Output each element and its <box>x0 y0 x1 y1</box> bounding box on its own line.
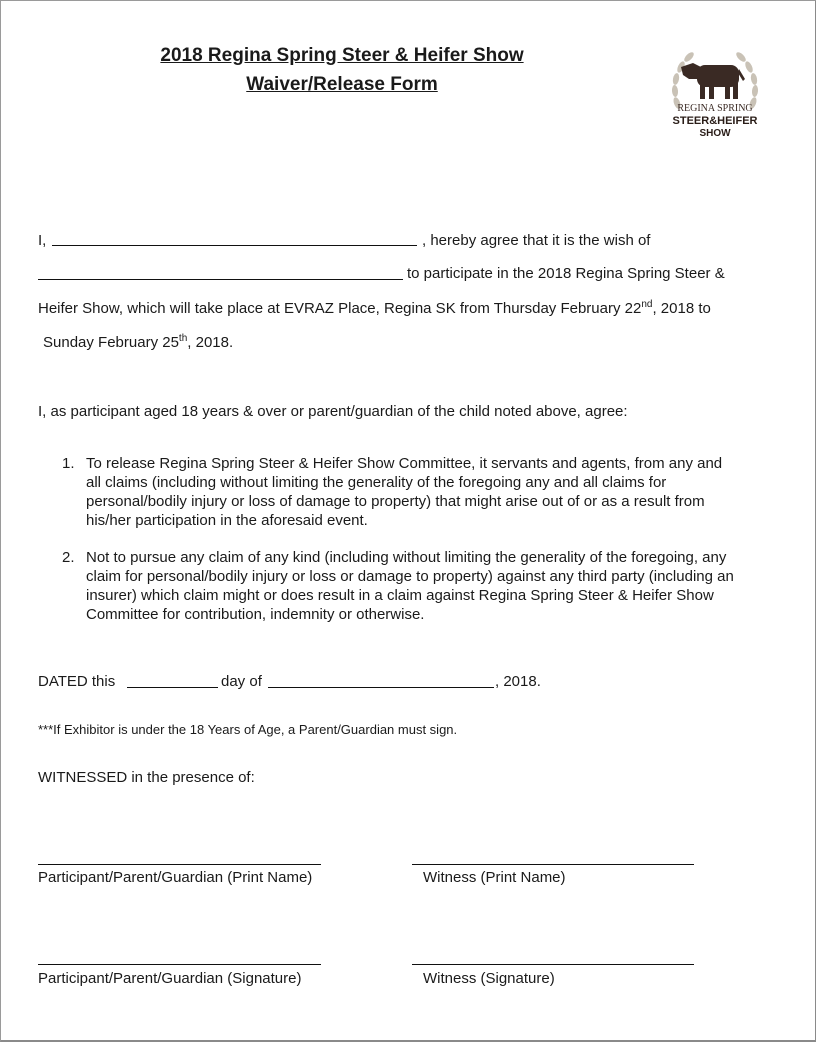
clause-number: 1. <box>62 455 75 472</box>
agreement-participate-text: to participate in the 2018 Regina Spring Steer & <box>407 265 725 282</box>
agreement-event-line: Heifer Show, which will take place at EVRAZ Place, Regina SK from Thursday February 22nd, 2018 to <box>38 299 711 317</box>
logo-text-line1: REGINA SPRING <box>677 103 753 114</box>
steer-icon <box>681 63 745 99</box>
participant-signature-label: Participant/Parent/Guardian (Signature) <box>38 970 302 987</box>
witness-print-name-label: Witness (Print Name) <box>423 869 566 886</box>
clause-line: insurer) which claim might or does result in a claim against Regina Spring Steer & Heifer Show <box>86 587 714 604</box>
clause-line: claim for personal/bodily injury or loss or damage to property) against any third party (including an <box>86 568 734 585</box>
agreement-intro: I, as participant aged 18 years & over or parent/guardian of the child noted above, agree: <box>38 403 628 420</box>
show-logo <box>667 45 763 149</box>
agreement-i-label: I, <box>38 232 47 249</box>
clause-line: personal/bodily injury or loss of damage to property) that might arise out of or as a result from <box>86 493 705 510</box>
participant-name-field[interactable] <box>38 279 403 280</box>
clause-line: his/her participation in the aforesaid event. <box>86 512 368 529</box>
clause-line: To release Regina Spring Steer & Heifer Show Committee, it servants and agents, from any and <box>86 455 723 472</box>
witnessed-label: WITNESSED in the presence of: <box>38 769 255 786</box>
form-title: 2018 Regina Spring Steer & Heifer Show <box>160 45 524 66</box>
participant-print-name-label: Participant/Parent/Guardian (Print Name) <box>38 869 313 886</box>
participant-print-name-field[interactable] <box>38 864 321 865</box>
day-of-label: day of <box>221 673 262 690</box>
clause-item <box>62 548 782 624</box>
clause-number: 2. <box>62 549 75 566</box>
form-subtitle: Waiver/Release Form <box>246 74 438 95</box>
clause-list <box>62 454 782 624</box>
guardian-note: ***If Exhibitor is under the 18 Years of Age, a Parent/Guardian must sign. <box>38 722 458 737</box>
clause-line: all claims (including without limiting the generality of the foregoing any and all claims for <box>86 474 667 491</box>
year-suffix: , 2018. <box>495 673 541 690</box>
dated-label: DATED this <box>38 673 116 690</box>
witness-signature-label: Witness (Signature) <box>423 970 555 987</box>
clause-line: Not to pursue any claim of any kind (including without limiting the generality of the foregoing, any <box>86 549 727 566</box>
clause-line: Committee for contribution, indemnity or otherwise. <box>86 606 425 623</box>
logo-text-line3: SHOW <box>699 128 731 139</box>
agreement-end-date-line: Sunday February 25th, 2018. <box>43 333 234 351</box>
logo-text-line2: STEER&HEIFER <box>672 115 758 127</box>
guardian-name-field[interactable] <box>52 245 417 246</box>
witness-signature-field[interactable] <box>412 964 694 965</box>
clause-item <box>62 454 782 530</box>
witness-print-name-field[interactable] <box>412 864 694 865</box>
day-field[interactable] <box>127 687 218 688</box>
month-field[interactable] <box>268 687 494 688</box>
participant-signature-field[interactable] <box>38 964 321 965</box>
agreement-hereby-text: , hereby agree that it is the wish of <box>422 232 651 249</box>
